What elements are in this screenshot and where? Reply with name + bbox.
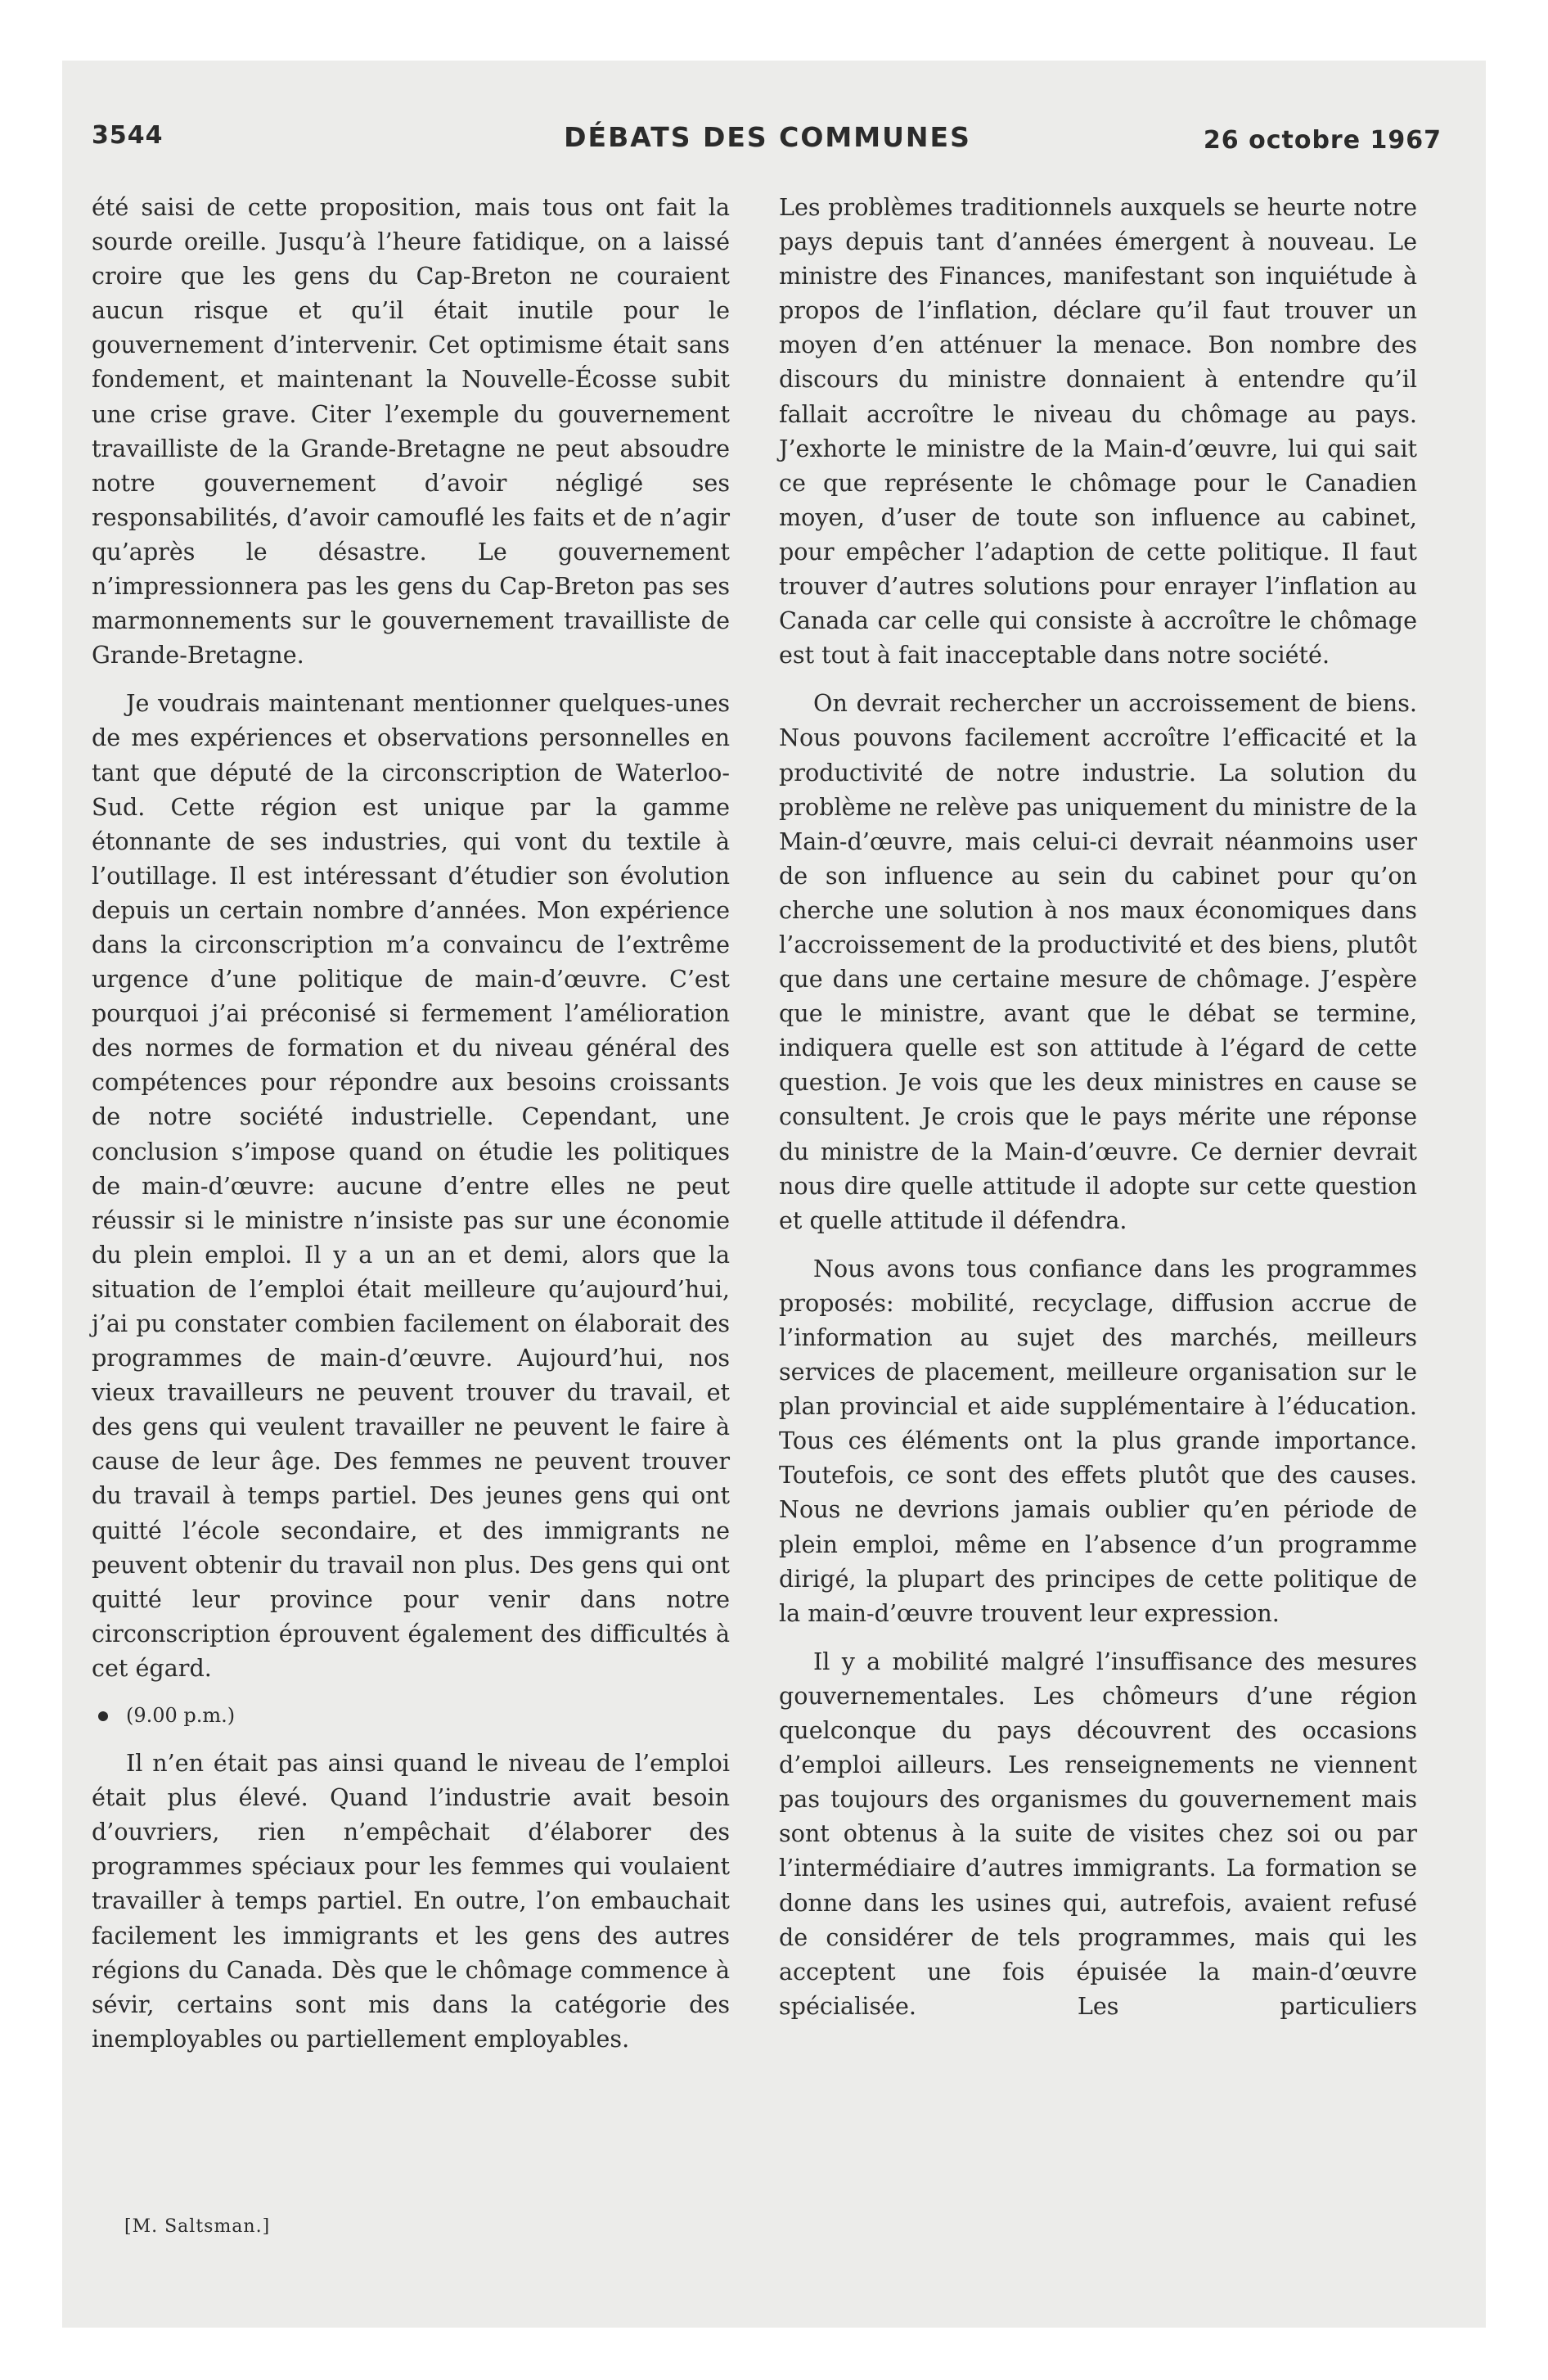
publication-title: DÉBATS DES COMMUNES: [564, 121, 971, 153]
right-paragraph-1: Les problèmes traditionnels auxquels se heurte notre pays depuis tant d’années émergent à nouveau. Le ministre des Finances, manifestant son inquiétude à propos de l’inflation, déclare qu’il faut trouver un moyen d’en atténuer la menace. Bon nombre des discours du ministre donnaient à entendre qu’il fallait accroître le niveau du chômage au pays. J’exhorte le ministre de la Main-d’œuvre, lui qui sait ce que représente le chômage pour le Canadien moyen, d’user de toute son influence au cabinet, pour empêcher l’adaption de cette politique. Il faut trouver d’autres solutions pour enrayer l’inflation au Canada car celle qui consiste à accroître le chômage est tout à fait inacceptable dans notre société.: [779, 193, 1417, 669]
right-paragraph-2: On devrait rechercher un accroissement de biens. Nous pouvons facilement accroître l’efficacité et la productivité de notre industrie. La solution du problème ne relève pas uniquement du ministre de la Main-d’œuvre, mais celui-ci devrait néanmoins user de son influence au sein du cabinet pour qu’on cherche une solution à nos maux économiques dans l’accroissement de la productivité et des biens, plutôt que dans une certaine mesure de chômage. J’espère que le ministre, avant que le débat se termine, indiquera quelle est son attitude à l’égard de cette question. Je vois que les deux ministres en cause se consultent. Je crois que le pays mérite une réponse du ministre de la Main-d’œuvre. Ce dernier devrait nous dire quelle attitude il adopte sur cette question et quelle attitude il défendra.: [779, 689, 1417, 1234]
time-marker: [92, 1699, 730, 1732]
left-paragraph-1: été saisi de cette proposition, mais tous ont fait la sourde oreille. Jusqu’à l’heure fatidique, on a laissé croire que les gens du Cap-Breton ne couraient aucun risque et qu’il était inutile pour le gouvernement d’intervenir. Cet optimisme était sans fondement, et maintenant la Nouvelle-Écosse subit une crise grave. Citer l’exemple du gouvernement travailliste de la Grande-Bretagne ne peut absoudre notre gouvernement d’avoir négligé ses responsabilités, d’avoir camouflé les faits et de n’agir qu’après le désastre. Le gouvernement n’impressionnera pas les gens du Cap-Breton pas ses marmonnements sur le gouvernement travailliste de Grande-Bretagne.: [92, 193, 730, 669]
right-column: [779, 190, 1417, 2023]
page-number: 3544: [92, 121, 164, 150]
speaker-attribution: [M. Saltsman.]: [124, 2216, 271, 2237]
right-paragraph-4: Il y a mobilité malgré l’insuffisance des mesures gouvernementales. Les chômeurs d’une région quelconque du pays découvrent des occasions d’emploi ailleurs. Les renseignements ne viennent pas toujours des organismes du gouvernement mais sont obtenus à la suite de visites chez soi ou par l’intermédiaire d’autres immigrants. La formation se donne dans les usines qui, autrefois, avaient refusé de considérer de tels programmes, mais qui les acceptent une fois épuisée la main-d’œuvre spécialisée. Les particuliers: [779, 1647, 1417, 2020]
time-marker-text: (9.00 p.m.): [126, 1704, 236, 1728]
right-paragraph-3: Nous avons tous confiance dans les programmes proposés: mobilité, recyclage, diffusion accrue de l’information au sujet des marchés, meilleurs services de placement, meilleure organisation sur le plan provincial et aide supplémentaire à l’éducation. Tous ces éléments ont la plus grande importance. Toutefois, ce sont des effets plutôt que des causes. Nous ne devrions jamais oublier qu’en période de plein emploi, même en l’absence d’un programme dirigé, la plupart des principes de cette politique de la main-d’œuvre trouvent leur expression.: [779, 1254, 1417, 1627]
left-paragraph-3: Il n’en était pas ainsi quand le niveau de l’emploi était plus élevé. Quand l’industrie avait besoin d’ouvriers, rien n’empêchait d’élaborer des programmes spéciaux pour les femmes qui voulaient travailler à temps partiel. En outre, l’on embauchait facilement les immigrants et les gens des autres régions du Canada. Dès que le chômage commence à sévir, certains sont mis dans la catégorie des inemployables ou partiellement employables.: [92, 1749, 730, 2053]
hansard-page: [90, 115, 1445, 2275]
page-header: [90, 115, 1445, 164]
left-column: [92, 190, 730, 2070]
left-paragraph-2: Je voudrais maintenant mentionner quelques-unes de mes expériences et observations personnelles en tant que député de la circonscription de Waterloo-Sud. Cette région est unique par la gamme étonnante de ses industries, qui vont du textile à l’outillage. Il est intéressant d’étudier son évolution depuis un certain nombre d’années. Mon expérience dans la circonscription m’a convaincu de l’extrême urgence d’une politique de main-d’œuvre. C’est pourquoi j’ai préconisé si fermement l’amélioration des normes de formation et du niveau général des compétences pour répondre aux besoins croissants de notre société industrielle. Cependant, une conclusion s’impose quand on étudie les politiques de main-d’œuvre: aucune d’entre elles ne peut réussir si le ministre n’insiste pas sur une économie du plein emploi. Il y a un an et demi, alors que la situation de l’emploi était meilleure qu’aujourd’hui, j’ai pu constater combien facilement on élaborait des programmes de main-d’œuvre. Aujourd’hui, nos vieux travailleurs ne peuvent trouver du travail, et des gens qui veulent travailler ne peuvent le faire à cause de leur âge. Des femmes ne peuvent trouver du travail à temps partiel. Des jeunes gens qui ont quitté l’école secondaire, et des immigrants ne peuvent obtenir du travail non plus. Des gens qui ont quitté leur province pour venir dans notre circonscription éprouvent également des difficultés à cet égard.: [92, 689, 730, 1682]
page-date: 26 octobre 1967: [1203, 126, 1442, 155]
bullet-icon: [98, 1711, 108, 1721]
